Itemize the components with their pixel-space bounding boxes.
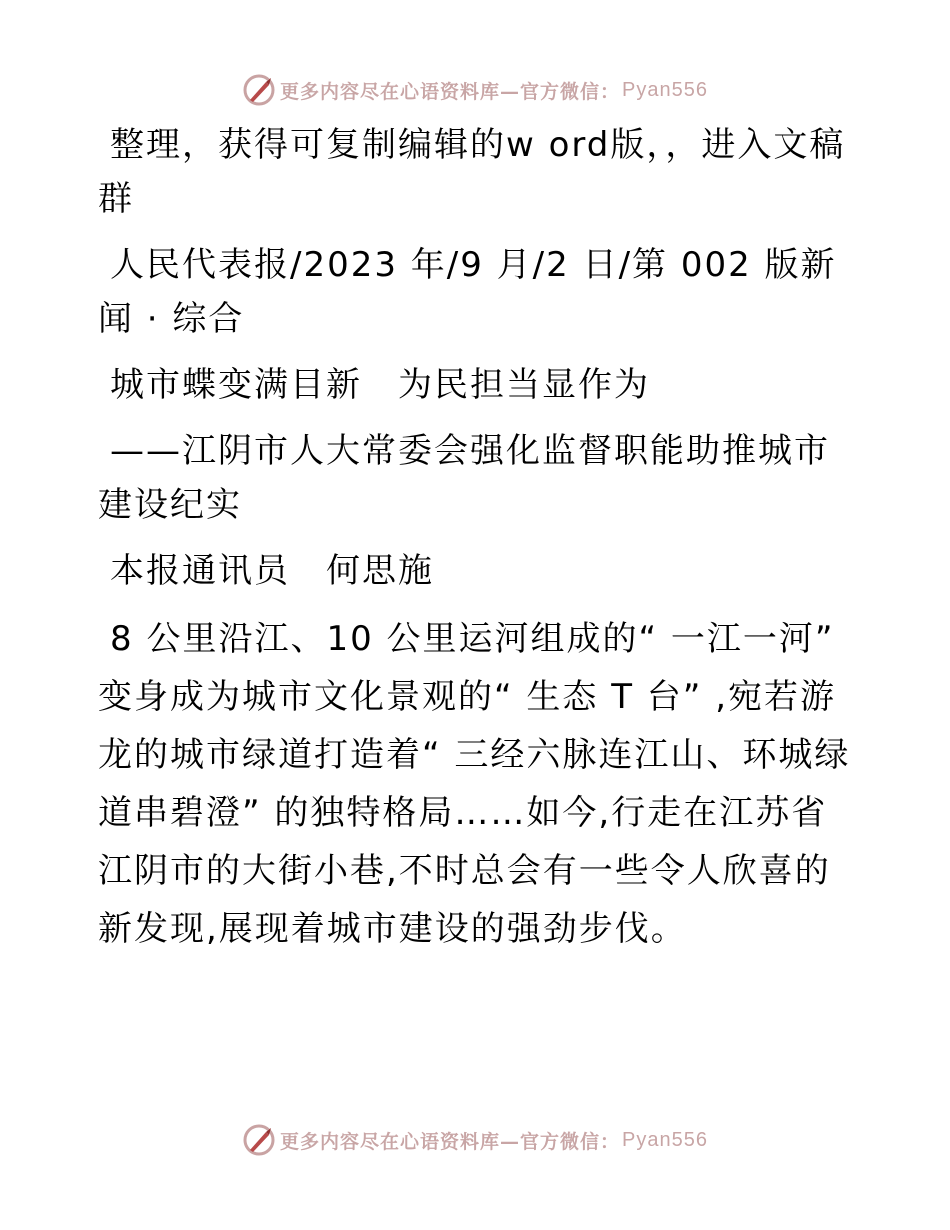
- article-title: 城市蝶变满目新 为民担当显作为: [110, 365, 650, 405]
- header-note: 整理，获得可复制编辑的w ord版，，进入文稿群: [98, 125, 846, 219]
- article-subtitle: ——江阴市人大常委会强化监督职能助推城市建设纪实: [98, 431, 830, 525]
- watermark-text: 更多内容尽在心语资料库—官方微信：: [280, 80, 621, 103]
- body-paragraph: 8 公里沿江、10 公里运河组成的“ 一江一河” 变身成为城市文化景观的“ 生态 T 台” ,宛若游龙的城市绿道打造着“ 三经六脉连江山、环城绿道串碧澄” 的独特格局……如今,行走在江苏省江阴市的大街小巷,不时总会有一些令人欣喜的新发现,展现着城市建设的强劲步伐。: [98, 619, 851, 949]
- byline: 本报通讯员 何思施: [110, 551, 434, 591]
- watermark-wechat-id: Pyan556: [622, 78, 708, 101]
- watermark-wechat-id: Pyan556: [622, 1128, 708, 1151]
- watermark-banner-bottom: [0, 1120, 950, 1160]
- watermark-banner-top: [0, 70, 950, 110]
- quill-logo-icon: [242, 1123, 276, 1157]
- source-line: 人民代表报/2023 年/9 月/2 日/第 002 版新闻 · 综合: [98, 245, 837, 339]
- quill-logo-icon: [242, 73, 276, 107]
- watermark-text: 更多内容尽在心语资料库—官方微信：: [280, 1130, 621, 1153]
- document-body: [98, 118, 858, 970]
